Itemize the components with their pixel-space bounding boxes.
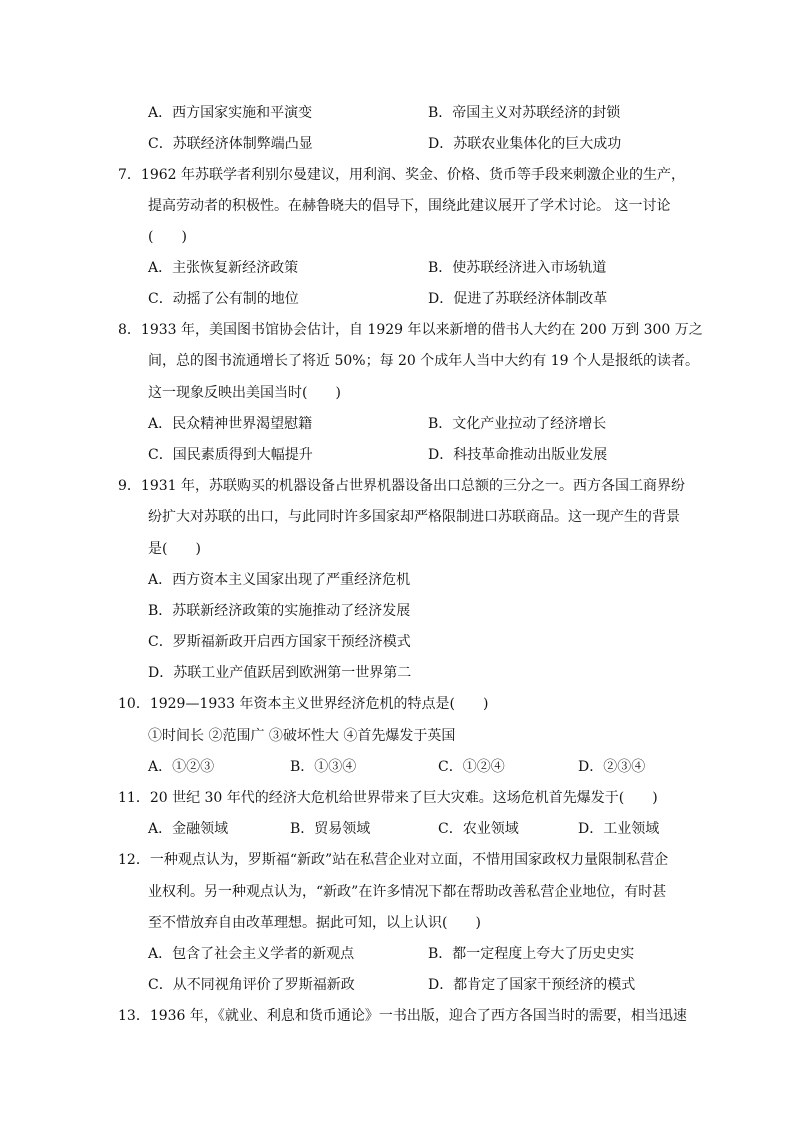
q7-option-a: A．主张恢复新经济政策 <box>148 260 299 276</box>
q9-option-d: D．苏联工业产值跃居到欧洲第一世界第二 <box>148 665 412 681</box>
q12-option-d: D．都肯定了国家干预经济的模式 <box>428 977 636 993</box>
q9-option-a: A．西方资本主义国家出现了严重经济危机 <box>148 572 411 588</box>
q8-stem-line-1: 8．1933 年，美国图书馆协会估计，自 1929 年以来新增的借书人大约在 200 万到 300 万之 <box>118 322 703 338</box>
q11-option-a: A．金融领域 <box>148 821 229 837</box>
q7-option-b: B．使苏联经济进入市场轨道 <box>428 260 607 276</box>
q6-option-c: C．苏联经济体制弊端凸显 <box>148 136 313 152</box>
q12-stem-line-1: 12．一种观点认为，罗斯福“新政”站在私营企业对立面，不惜用国家政权力量限制私营企 <box>118 852 669 868</box>
q8-stem-line-2: 间，总的图书流通增长了将近 50%；每 20 个成年人当中大约有 19 个人是报纸的读者。 <box>148 353 699 369</box>
q9-stem-line-3: 是( ) <box>148 541 201 557</box>
q9-stem-line-2: 纷扩大对苏联的出口，与此同时许多国家却严格限制进口苏联商品。这一现产生的背景 <box>148 509 680 525</box>
q8-option-c: C．国民素质得到大幅提升 <box>148 447 313 463</box>
q10-option-c: C．①②④ <box>438 759 505 775</box>
q8-option-a: A．民众精神世界渴望慰籍 <box>148 416 313 432</box>
q10-option-d: D．②③④ <box>578 759 646 775</box>
q9-option-c: C．罗斯福新政开启西方国家干预经济模式 <box>148 634 411 650</box>
q6-option-a: A．西方国家实施和平演变 <box>148 105 313 121</box>
q10-stem-line-1: 10．1929—1933 年资本主义世界经济危机的特点是( ) <box>118 696 489 712</box>
q12-stem-line-3: 至不惜放弃自由改革理想。据此可知，以上认识( ) <box>148 915 481 931</box>
q7-stem-line-2: 提高劳动者的积极性。在赫鲁晓夫的倡导下，围绕此建议展开了学术讨论。 这一讨论 <box>148 198 671 214</box>
q12-option-b: B．都一定程度上夸大了历史史实 <box>428 946 635 962</box>
q10-option-b: B．①③④ <box>290 759 357 775</box>
q8-stem-line-3: 这一现象反映出美国当时( ) <box>148 385 341 401</box>
q8-option-d: D．科技革命推动出版业发展 <box>428 447 608 463</box>
q11-option-d: D．工业领域 <box>578 821 660 837</box>
q9-stem-line-1: 9．1931 年，苏联购买的机器设备占世界机器设备出口总额的三分之一。西方各国工商界纷 <box>118 478 685 494</box>
q13-stem-line-1: 13．1936 年，《就业、利息和货币通论》一书出版，迎合了西方各国当时的需要，相当迅速 <box>118 1008 687 1024</box>
q10-statements: ①时间长 ②范围广 ③破坏性大 ④首先爆发于英国 <box>148 728 456 744</box>
q8-option-b: B．文化产业拉动了经济增长 <box>428 416 607 432</box>
q12-option-c: C．从不同视角评价了罗斯福新政 <box>148 977 355 993</box>
q12-stem-line-2: 业权利。另一种观点认为，“新政”在许多情况下都在帮助改善私营企业地位，有时甚 <box>148 884 667 900</box>
q7-stem-line-1: 7．1962 年苏联学者利别尔曼建议，用利润、奖金、价格、货币等手段来刺激企业的生产， <box>118 167 685 183</box>
q12-option-a: A．包含了社会主义学者的新观点 <box>148 946 355 962</box>
q7-stem-line-3: ( ) <box>148 229 187 245</box>
q11-option-c: C．农业领域 <box>438 821 519 837</box>
q11-stem-line-1: 11．20 世纪 30 年代的经济大危机给世界带来了巨大灾难。这场危机首先爆发于( ) <box>118 790 658 806</box>
q6-option-b: B．帝国主义对苏联经济的封锁 <box>428 105 621 121</box>
q11-option-b: B．贸易领域 <box>290 821 371 837</box>
q10-option-a: A．①②③ <box>148 759 215 775</box>
q7-option-c: C．动摇了公有制的地位 <box>148 291 299 307</box>
q6-option-d: D．苏联农业集体化的巨大成功 <box>428 136 622 152</box>
q7-option-d: D．促进了苏联经济体制改革 <box>428 291 608 307</box>
q9-option-b: B．苏联新经济政策的实施推动了经济发展 <box>148 603 411 619</box>
